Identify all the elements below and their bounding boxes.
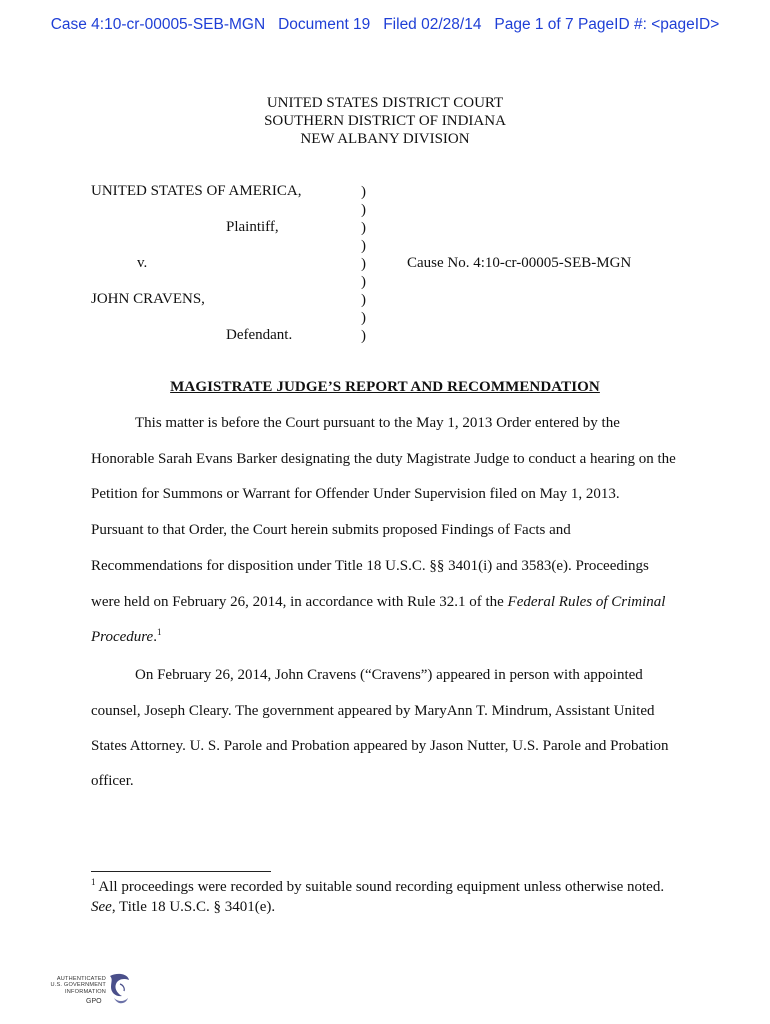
ecf-header-stamp: Case 4:10-cr-00005-SEB-MGN Document 19 Filed 02/28/14 Page 1 of 7 PageID #: <pageID> bbox=[50, 16, 720, 33]
court-name: UNITED STATES DISTRICT COURT bbox=[266, 95, 504, 111]
case-caption bbox=[91, 183, 711, 353]
caption-paren: ) bbox=[361, 202, 366, 218]
caption-paren: ) bbox=[361, 256, 366, 272]
footnote-line bbox=[91, 899, 275, 916]
footnote-citation: , Title 18 U.S.C. § 3401(e). bbox=[111, 899, 276, 915]
caption-paren: ) bbox=[361, 274, 366, 290]
paragraph-2-line: counsel, Joseph Cleary. The government appeared by MaryAnn T. Mindrum, Assistant United bbox=[91, 703, 655, 719]
gpo-authentication-seal bbox=[42, 970, 132, 1014]
gpo-seal-line: U.S. GOVERNMENT bbox=[50, 982, 106, 989]
paragraph-1-line: Pursuant to that Order, the Court herein submits proposed Findings of Facts and bbox=[91, 522, 571, 538]
paragraph-2-line: On February 26, 2014, John Cravens (“Cravens”) appeared in person with appointed bbox=[135, 667, 643, 683]
defendant-role: Defendant. bbox=[226, 327, 293, 343]
plaintiff-role: Plaintiff, bbox=[226, 219, 279, 235]
paragraph-1-line bbox=[91, 629, 161, 646]
gpo-label: GPO bbox=[86, 998, 102, 1005]
paragraph-1-line: Recommendations for disposition under Title 18 U.S.C. §§ 3401(i) and 3583(e). Proceedings bbox=[91, 558, 649, 574]
footnote-text: All proceedings were recorded by suitable sound recording equipment unless otherwise noted. bbox=[95, 879, 665, 895]
caption-paren: ) bbox=[361, 310, 366, 326]
caption-paren: ) bbox=[361, 220, 366, 236]
paragraph-2-line: officer. bbox=[91, 773, 134, 789]
defendant-name: JOHN CRAVENS, bbox=[91, 291, 205, 307]
gpo-seal-line: AUTHENTICATED bbox=[56, 976, 106, 982]
court-division: NEW ALBANY DIVISION bbox=[300, 131, 470, 147]
document-title: MAGISTRATE JUDGE’S REPORT AND RECOMMENDATION bbox=[170, 379, 600, 395]
sentence-period: . bbox=[153, 629, 157, 645]
versus-label: v. bbox=[137, 255, 148, 271]
court-district: SOUTHERN DISTRICT OF INDIANA bbox=[264, 113, 506, 129]
plaintiff-name: UNITED STATES OF AMERICA, bbox=[91, 183, 302, 199]
footnote-line bbox=[91, 879, 664, 896]
paragraph-1-line: Petition for Summons or Warrant for Offender Under Supervision filed on May 1, 2013. bbox=[91, 486, 620, 502]
paragraph-1-line bbox=[91, 594, 665, 611]
cause-number: Cause No. 4:10-cr-00005-SEB-MGN bbox=[407, 255, 632, 271]
footnote-reference[interactable]: 1 bbox=[156, 627, 162, 637]
caption-paren: ) bbox=[361, 238, 366, 254]
gpo-seal-line: INFORMATION bbox=[65, 988, 106, 995]
footnote-marker: 1 bbox=[91, 877, 96, 887]
paragraph-2-line: States Attorney. U. S. Parole and Probation appeared by Jason Nutter, U.S. Parole and Probation bbox=[91, 738, 669, 754]
rule-reference-text: were held on February 26, 2014, in accordance with Rule 32.1 of the bbox=[91, 594, 508, 610]
footnote-separator bbox=[91, 871, 271, 872]
gpo-seal-text bbox=[42, 976, 106, 995]
paragraph-1-line: Honorable Sarah Evans Barker designating the duty Magistrate Judge to conduct a hearing on the bbox=[91, 451, 676, 467]
rules-title-italic-cont: Procedure bbox=[91, 629, 154, 645]
footnote-signal: See bbox=[91, 899, 112, 915]
rules-title-italic: Federal Rules of Criminal bbox=[507, 594, 666, 610]
caption-divider bbox=[361, 183, 373, 345]
caption-paren: ) bbox=[361, 184, 366, 200]
caption-paren: ) bbox=[361, 328, 366, 344]
gpo-eagle-icon bbox=[104, 970, 132, 1010]
caption-paren: ) bbox=[361, 292, 366, 308]
court-heading bbox=[0, 94, 770, 148]
paragraph-1-line: This matter is before the Court pursuant to the May 1, 2013 Order entered by the bbox=[135, 415, 620, 431]
